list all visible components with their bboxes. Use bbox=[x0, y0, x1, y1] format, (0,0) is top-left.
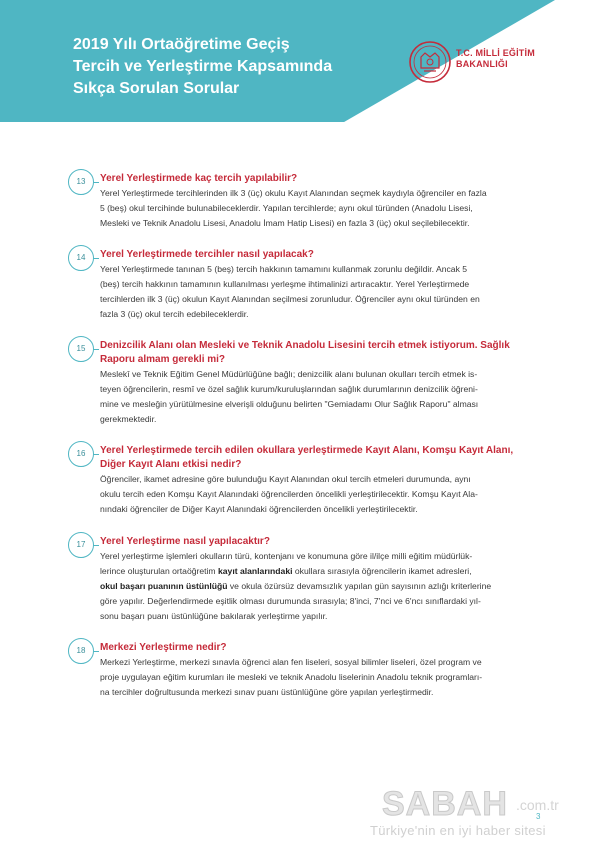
answer-line: Öğrenciler, ikamet adresine göre bulunduğu Kayıt Alanından okul tercih etmeleri durumunda, aynı bbox=[100, 474, 471, 484]
page-title-line: Sıkça Sorulan Sorular bbox=[73, 80, 240, 97]
page-title-line: Tercih ve Yerleştirme Kapsamında bbox=[73, 58, 333, 75]
answer-line: proje uygulayan eğitim kurumları ile mesleki ve teknik Anadolu liselerinin Anadolu teknik programları- bbox=[100, 672, 483, 682]
answer-segment: göre yapılır. Değerlendirmede eşitlik olması durumunda sırasıyla; 8'inci, 7'nci ve 6'ncı sınıflardaki yıl- bbox=[100, 596, 481, 606]
answer-segment: sonu başarı puanı üstünlüğüne bakılarak yerleştirme yapılır. bbox=[100, 611, 328, 621]
answer-line: teyen öğrencilerin, resmî ve özel sağlık kurum/kuruluşlarından sağlık durumlarının denizcilik öğreni- bbox=[100, 384, 478, 394]
answer-line: fazla 3 (üç) okul tercih edebileceklerdir. bbox=[100, 309, 249, 319]
ministry-name bbox=[456, 48, 535, 70]
answer-line: mine ve mesleğin yürütülmesine elverişli olduğunu belirten "Gemiadamı Olur Sağlık Raporu" alması bbox=[100, 399, 479, 409]
question-text bbox=[100, 444, 540, 472]
answer-line: (beş) tercih hakkının tamamının kullanılması yerleşme ihtimalinizi artıracaktır. Yerel Yerleştirmede bbox=[100, 279, 470, 289]
answer-line: Yerel Yerleştirmede tercihlerinden ilk 3 (üç) okulu Kayıt Alanından seçmek kaydıyla öğrenciler en fazla bbox=[100, 188, 487, 198]
answer-line: Yerel Yerleştirmede tanınan 5 (beş) tercih hakkının tamamını kullanmak zorunlu değildir. Ancak 5 bbox=[100, 264, 468, 274]
question-number: 14 bbox=[68, 245, 94, 271]
question-line: Yerel Yerleştirmede tercihler nasıl yapılacak? bbox=[100, 249, 314, 260]
question-line: Diğer Kayıt Alanı etkisi nedir? bbox=[100, 459, 242, 470]
answer-line: 5 (beş) okul tercihinde bulunabileceklerdir. Yapılan tercihlerde; aynı okul türünden (Anadolu Lisesi, bbox=[100, 203, 473, 213]
answer-line bbox=[100, 549, 530, 564]
ministry-name-line: BAKANLIĞI bbox=[456, 59, 508, 69]
answer-text bbox=[100, 472, 530, 517]
answer-line: tercihlerden ilk 3 (üç) okulun Kayıt Alanından seçilmesi zorunludur. Öğrenciler aynı okul türünden en bbox=[100, 294, 480, 304]
question-number: 18 bbox=[68, 638, 94, 664]
answer-text bbox=[100, 549, 530, 624]
question-number: 13 bbox=[68, 169, 94, 195]
answer-line bbox=[100, 579, 530, 594]
question-line: Denizcilik Alanı olan Mesleki ve Teknik Anadolu Lisesini tercih etmek istiyorum. Sağlık bbox=[100, 340, 510, 351]
page-header bbox=[0, 0, 600, 122]
ministry-logo-icon bbox=[408, 40, 452, 84]
question-line: Raporu almam gerekli mi? bbox=[100, 354, 226, 365]
question-text bbox=[100, 248, 540, 262]
question-number: 16 bbox=[68, 441, 94, 467]
answer-text bbox=[100, 367, 530, 427]
watermark-domain: .com.tr bbox=[516, 797, 559, 813]
question-text bbox=[100, 339, 540, 367]
question-line: Yerel Yerleştirmede kaç tercih yapılabilir? bbox=[100, 173, 298, 184]
page-title bbox=[73, 34, 373, 100]
question-text bbox=[100, 535, 540, 549]
answer-line: nındaki öğrenciler de Diğer Kayıt Alanındaki öğrencilerden öncelikli yerleştirilecektir. bbox=[100, 504, 418, 514]
answer-line: okulu tercih eden Komşu Kayıt Alanındaki öğrencilerden öncelikli yerleştirilecektir. Komşu Kayıt Ala- bbox=[100, 489, 478, 499]
answer-emphasis: kayıt alanlarındaki bbox=[217, 566, 293, 576]
ministry-name-line: T.C. MİLLİ EĞİTİM bbox=[456, 48, 535, 58]
question-number: 15 bbox=[68, 336, 94, 362]
answer-segment: okullara sırasıyla öğrencilerin ikamet adresleri, bbox=[292, 566, 472, 576]
answer-line: Meslekî ve Teknik Eğitim Genel Müdürlüğüne bağlı; denizcilik alanı bulunan okulları tercih etmek is- bbox=[100, 369, 478, 379]
answer-line bbox=[100, 564, 530, 579]
watermark-tagline: Türkiye'nin en iyi haber sitesi bbox=[370, 823, 546, 838]
question-line: Yerel Yerleştirme nasıl yapılacaktır? bbox=[100, 536, 270, 547]
question-text bbox=[100, 641, 540, 655]
answer-line: na tercihler doğrultusunda merkezi sınav puanı üstünlüğüne göre yapılan yerleştirmedir. bbox=[100, 687, 434, 697]
page-title-line: 2019 Yılı Ortaöğretime Geçiş bbox=[73, 36, 290, 53]
answer-segment: lerince oluşturulan ortaöğretim bbox=[100, 566, 218, 576]
answer-text bbox=[100, 186, 530, 231]
question-text bbox=[100, 172, 540, 186]
answer-line: Mesleki ve Teknik Anadolu Lisesi, Anadolu İmam Hatip Lisesi) en fazla 3 (üç) okul seçilebilecektir. bbox=[100, 218, 470, 228]
answer-emphasis: okul başarı puanının üstünlüğü bbox=[100, 581, 228, 591]
answer-text bbox=[100, 655, 530, 700]
answer-line bbox=[100, 594, 530, 609]
answer-line: Merkezi Yerleştirme, merkezi sınavla öğrenci alan fen liseleri, sosyal bilimler liseleri, özel program ve bbox=[100, 657, 482, 667]
question-number: 17 bbox=[68, 532, 94, 558]
answer-segment: ve okula özürsüz devamsızlık yapılan gün sayısının azlığı kriterlerine bbox=[227, 581, 492, 591]
answer-segment: Yerel yerleştirme işlemleri okulların türü, kontenjanı ve konumuna göre il/ilçe milli eğitim müdürlük- bbox=[100, 551, 473, 561]
watermark-brand: SABAH bbox=[382, 785, 508, 823]
answer-line: gerekmektedir. bbox=[100, 414, 157, 424]
answer-text bbox=[100, 262, 530, 322]
page-number: 3 bbox=[536, 812, 541, 821]
answer-line bbox=[100, 609, 530, 624]
watermark bbox=[370, 785, 559, 838]
question-line: Merkezi Yerleştirme nedir? bbox=[100, 642, 227, 653]
question-line: Yerel Yerleştirmede tercih edilen okullara yerleştirmede Kayıt Alanı, Komşu Kayıt Alanı, bbox=[100, 445, 514, 456]
